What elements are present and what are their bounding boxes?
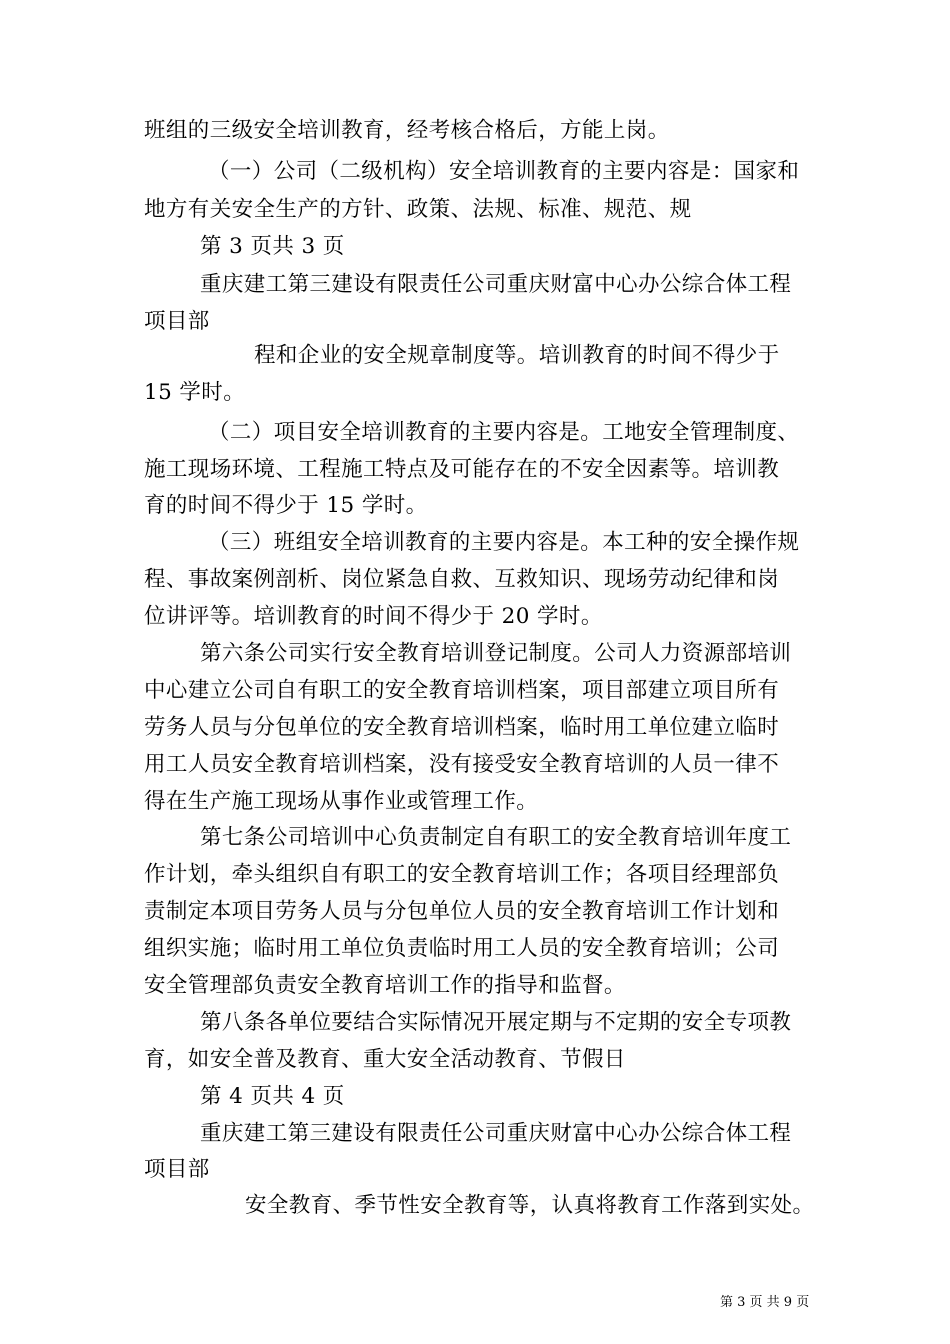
company-header-suffix: 项目部 bbox=[144, 309, 210, 334]
text-line-14: 位讲评等。培训教育的时间不得少于 20 学时。 bbox=[144, 604, 603, 629]
text-line-19: 得在生产施工现场从事作业或管理工作。 bbox=[144, 789, 539, 814]
text-line-12: （三）班组安全培训教育的主要内容是。本工种的安全操作规 bbox=[208, 530, 800, 555]
text-line-13: 程、事故案例剖析、岗位紧急自救、互救知识、现场劳动纪律和岗 bbox=[144, 567, 780, 592]
company-header-line: 重庆建工第三建设有限责任公司重庆财富中心办公综合体工程 bbox=[200, 272, 792, 297]
text-line-26: 育，如安全普及教育、重大安全活动教育、节假日 bbox=[144, 1047, 626, 1072]
text-line-15: 第六条公司实行安全教育培训登记制度。公司人力资源部培训 bbox=[200, 641, 792, 666]
company-header-line-2: 重庆建工第三建设有限责任公司重庆财富中心办公综合体工程 bbox=[200, 1121, 792, 1146]
inline-page-marker: 第 3 页共 3 页 bbox=[200, 234, 345, 259]
text-line-23: 组织实施；临时用工单位负责临时用工人员的安全教育培训；公司 bbox=[144, 936, 780, 961]
text-line-21: 作计划，牵头组织自有职工的安全教育培训工作；各项目经理部负 bbox=[144, 862, 780, 887]
text-line-1: 班组的三级安全培训教育，经考核合格后，方能上岗。 bbox=[144, 118, 670, 143]
text-line-20: 第七条公司培训中心负责制定自有职工的安全教育培训年度工 bbox=[200, 825, 792, 850]
text-line-10: 施工现场环境、工程施工特点及可能存在的不安全因素等。培训教 bbox=[144, 457, 780, 482]
text-line-22: 责制定本项目劳务人员与分包单位人员的安全教育培训工作计划和 bbox=[144, 899, 780, 924]
inline-page-marker-2: 第 4 页共 4 页 bbox=[200, 1084, 345, 1109]
text-line-25: 第八条各单位要结合实际情况开展定期与不定期的安全专项教 bbox=[200, 1010, 792, 1035]
text-line-7: 程和企业的安全规章制度等。培训教育的时间不得少于 bbox=[254, 343, 780, 368]
text-line-2: （一）公司（二级机构）安全培训教育的主要内容是：国家和 bbox=[208, 159, 800, 184]
text-line-9: （二）项目安全培训教育的主要内容是。工地安全管理制度、 bbox=[208, 420, 800, 445]
company-header-suffix-2: 项目部 bbox=[144, 1157, 210, 1182]
text-line-18: 用工人员安全教育培训档案，没有接受安全教育培训的人员一律不 bbox=[144, 752, 780, 777]
text-line-3: 地方有关安全生产的方针、政策、法规、标准、规范、规 bbox=[144, 197, 692, 222]
text-line-17: 劳务人员与分包单位的安全教育培训档案，临时用工单位建立临时 bbox=[144, 715, 780, 740]
text-line-24: 安全管理部负责安全教育培训工作的指导和监督。 bbox=[144, 973, 626, 998]
text-line-16: 中心建立公司自有职工的安全教育培训档案，项目部建立项目所有 bbox=[144, 678, 780, 703]
text-line-11: 育的时间不得少于 15 学时。 bbox=[144, 493, 428, 518]
text-line-8: 15 学时。 bbox=[144, 380, 246, 405]
page-footer: 第 3 页 共 9 页 bbox=[720, 1295, 810, 1310]
text-line-30: 安全教育、季节性安全教育等，认真将教育工作落到实处。 bbox=[245, 1193, 815, 1218]
